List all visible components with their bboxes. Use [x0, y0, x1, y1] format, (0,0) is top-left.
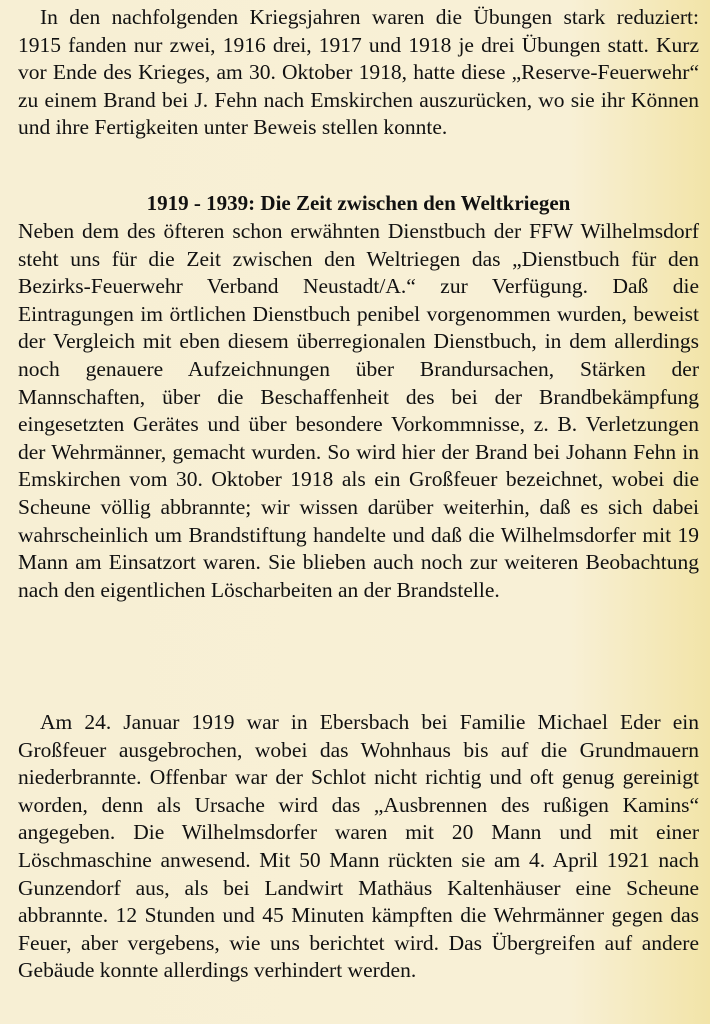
paragraph-2: [18, 218, 699, 604]
section-heading: 1919 - 1939: Die Zeit zwischen den Weltkriegen: [146, 191, 571, 215]
paragraph-3: [18, 709, 699, 985]
paragraph-2-text: Neben dem des öfteren schon erwähnten Dienstbuch der FFW Wilhelmsdorf steht uns für die Zeit zwischen den Weltriegen das „Dienstbuch für den Bezirks-Feuerwehr Verband Neustadt/A.“ zur Verfügung. Daß die Eintragungen im örtlichen Dienstbuch penibel vorgenommen wurden, beweist der Vergleich mit eben diesem überregionalen Dienstbuch, in dem allerdings noch genauere Aufzeichnungen über Brandursachen, Stärken der Mannschaften, über die Beschaffenheit des bei der Brandbekämpfung eingesetzten Gerätes und über besondere Vorkommnisse, z. B. Verletzungen der Wehrmänner, gemacht wurden. So wird hier der Brand bei Johann Fehn in Emskirchen vom 30. Oktober 1918 als ein Großfeuer bezeichnet, wobei die Scheune völlig abbrannte; wir wissen darüber weiterhin, daß es sich dabei wahrscheinlich um Brandstiftung handelte und daß die Wilhelmsdorfer mit 19 Mann am Einsatzort waren. Sie blieben auch noch zur weiteren Beobachtung nach den eigentlichen Löscharbeiten an der Brandstelle.: [18, 219, 699, 602]
paragraph-3-text: Am 24. Januar 1919 war in Ebersbach bei Familie Michael Eder ein Großfeuer ausgebrochen, wobei das Wohnhaus bis auf die Grundmauern niederbrannte. Offenbar war der Schlot nicht richtig und oft genug gereinigt worden, denn als Ursache wird das „Ausbrennen des rußigen Kamins“ angegeben. Die Wilhelmsdorfer waren mit 20 Mann und mit einer Löschmaschine anwesend. Mit 50 Mann rückten sie am 4. April 1921 nach Gunzendorf aus, als bei Landwirt Mathäus Kaltenhäuser eine Scheune abbrannte. 12 Stunden und 45 Minuten kämpften die Wehrmänner gegen das Feuer, aber vergebens, wie uns berichtet wird. Das Übergreifen auf andere Gebäude konnte allerdings verhindert werden.: [18, 710, 699, 983]
paragraph-1-text: In den nachfolgenden Kriegsjahren waren die Übungen stark reduziert: 1915 fanden nur zwei, 1916 drei, 1917 und 1918 je drei Übungen statt. Kurz vor Ende des Krieges, am 30. Oktober 1918, hatte diese „Reserve-Feuerwehr“ zu einem Brand bei J. Fehn nach Emskirchen auszurücken, wo sie ihr Können und ihre Fertigkeiten unter Beweis stellen konnte.: [18, 5, 699, 140]
paragraph-1: [18, 4, 699, 142]
